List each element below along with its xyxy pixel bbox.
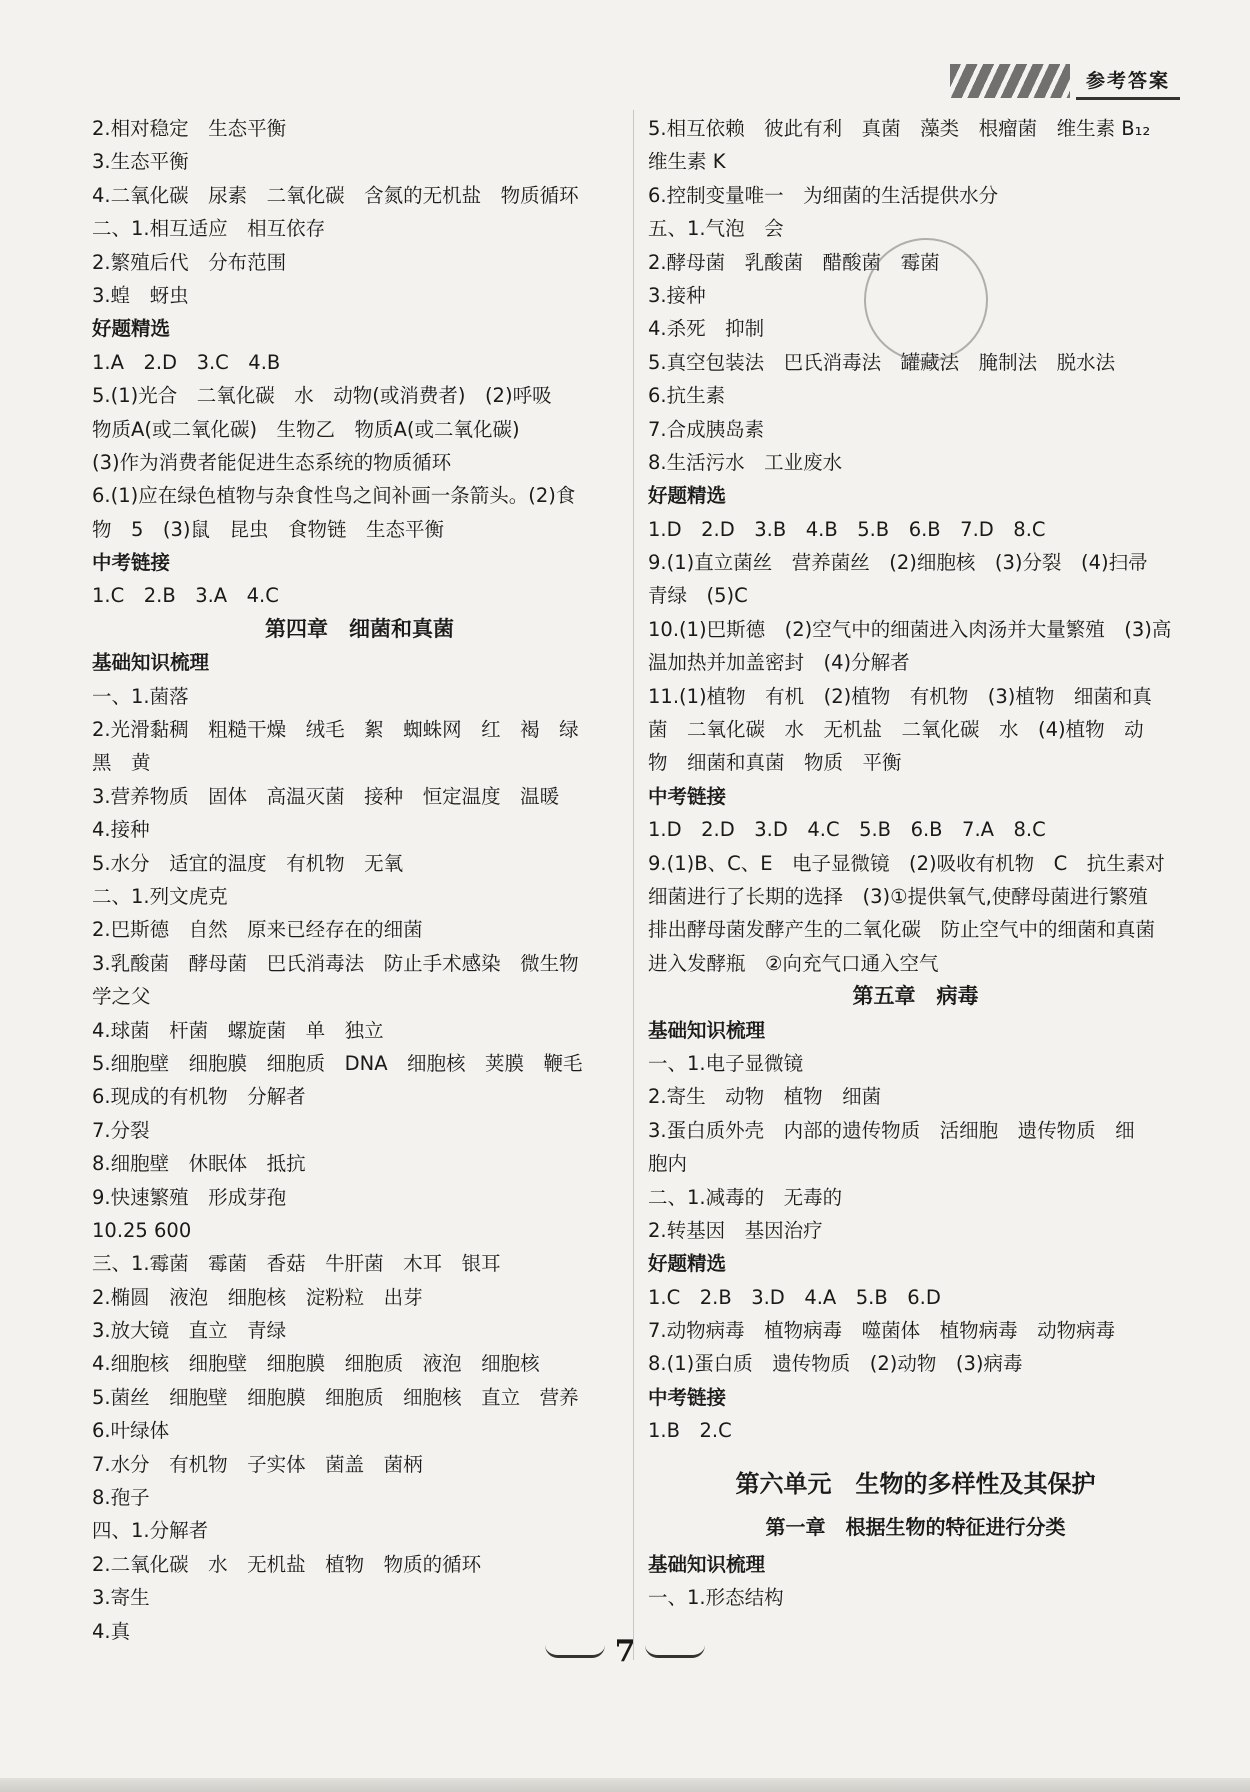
- answer-line: 3.蛋白质外壳 内部的遗传物质 活细胞 遗传物质 细: [648, 1118, 1135, 1142]
- answer-line: 8.生活污水 工业废水: [648, 450, 843, 474]
- answer-line: 二、1.相互适应 相互依存: [92, 217, 326, 241]
- answer-line: 3.寄生: [92, 1586, 150, 1610]
- answer-line: 维生素 K: [648, 150, 726, 174]
- answer-line: 2.转基因 基因治疗: [648, 1218, 823, 1242]
- answer-line: 6.抗生素: [648, 384, 726, 408]
- page-number: 7: [614, 1634, 636, 1669]
- chapter-title: 第四章 细菌和真菌: [265, 616, 454, 641]
- section-heading: 基础知识梳理: [648, 1552, 766, 1576]
- answer-line: 8.细胞壁 休眠体 抵抗: [92, 1152, 306, 1176]
- answer-line: 4.真: [92, 1619, 131, 1643]
- answer-line: 5.相互依赖 彼此有利 真菌 藻类 根瘤菌 维生素 B₁₂: [648, 117, 1151, 140]
- section-heading: 中考链接: [648, 784, 727, 808]
- answer-line: 2.椭圆 液泡 细胞核 淀粉粒 出芽: [92, 1285, 423, 1309]
- answer-line: 物质A(或二氧化碳) 生物乙 物质A(或二氧化碳): [92, 417, 520, 441]
- answer-line: 3.营养物质 固体 高温灭菌 接种 恒定温度 温暖: [92, 784, 560, 808]
- answer-line: 6.(1)应在绿色植物与杂食性鸟之间补画一条箭头。(2)食: [92, 484, 576, 508]
- answer-line: 9.(1)B、C、E 电子显微镜 (2)吸收有机物 C 抗生素对: [648, 851, 1165, 875]
- section-heading: 中考链接: [92, 551, 171, 575]
- section-heading: 好题精选: [92, 317, 171, 341]
- answer-line: 10.(1)巴斯德 (2)空气中的细菌进入肉汤并大量繁殖 (3)高: [648, 617, 1172, 641]
- answer-line: 物 5 (3)鼠 昆虫 食物链 生态平衡: [92, 517, 445, 541]
- answer-line: 6.控制变量唯一 为细菌的生活提供水分: [648, 183, 999, 207]
- answer-line: 4.细胞核 细胞壁 细胞膜 细胞质 液泡 细胞核: [92, 1352, 540, 1376]
- answer-line: 5.水分 适宜的温度 有机物 无氧: [92, 851, 404, 875]
- answer-line: 3.蝗 蚜虫: [92, 283, 189, 307]
- answer-line: 三、1.霉菌 霉菌 香菇 牛肝菌 木耳 银耳: [92, 1252, 501, 1276]
- answer-line: 细菌进行了长期的选择 (3)①提供氧气,使酵母菌进行繁殖: [648, 884, 1148, 908]
- answer-line: 9.快速繁殖 形成芽孢: [92, 1185, 287, 1209]
- answer-line: 二、1.列文虎克: [92, 884, 228, 908]
- answer-line: 一、1.菌落: [92, 684, 189, 708]
- answer-line: 8.(1)蛋白质 遗传物质 (2)动物 (3)病毒: [648, 1352, 1023, 1376]
- answer-line: 2.光滑黏稠 粗糙干燥 绒毛 絮 蜘蛛网 红 褐 绿: [92, 718, 579, 742]
- answer-line: 2.相对稳定 生态平衡: [92, 117, 287, 140]
- answer-line: 一、1.电子显微镜: [648, 1051, 804, 1075]
- answer-line: 4.二氧化碳 尿素 二氧化碳 含氮的无机盐 物质循环: [92, 183, 579, 207]
- section-heading: 好题精选: [648, 484, 727, 508]
- answer-line: 进入发酵瓶 ②向充气口通入空气: [648, 951, 939, 975]
- header-label: 参考答案: [1076, 62, 1180, 100]
- answer-line: 五、1.气泡 会: [648, 217, 784, 241]
- answer-line: 胞内: [648, 1152, 688, 1176]
- answer-line: 2.酵母菌 乳酸菌 醋酸菌 霉菌: [648, 250, 940, 274]
- answer-line: 2.繁殖后代 分布范围: [92, 250, 287, 274]
- unit-title: 第一章 根据生物的特征进行分类: [765, 1514, 1066, 1539]
- answer-line: 物 细菌和真菌 物质 平衡: [648, 751, 902, 775]
- answer-line: 7.动物病毒 植物病毒 噬菌体 植物病毒 动物病毒: [648, 1319, 1116, 1343]
- answer-line: 9.(1)直立菌丝 营养菌丝 (2)细胞核 (3)分裂 (4)扫帚: [648, 551, 1148, 575]
- header-decoration: [950, 64, 1070, 98]
- footer-decoration: [545, 1645, 605, 1658]
- answer-line: 二、1.减毒的 无毒的: [648, 1185, 843, 1209]
- answer-line: 7.水分 有机物 子实体 菌盖 菌柄: [92, 1452, 423, 1476]
- page-header: [950, 62, 1180, 100]
- page-edge: [0, 1778, 1250, 1792]
- answer-line: 2.二氧化碳 水 无机盐 植物 物质的循环: [92, 1552, 482, 1576]
- section-heading: 好题精选: [648, 1252, 727, 1276]
- left-column: [92, 112, 627, 1648]
- answer-line: 菌 二氧化碳 水 无机盐 二氧化碳 水 (4)植物 动: [648, 718, 1144, 742]
- answer-line: 3.接种: [648, 283, 706, 307]
- answer-line: 2.寄生 动物 植物 细菌: [648, 1085, 882, 1109]
- page-footer: [0, 1634, 1250, 1669]
- section-heading: 基础知识梳理: [648, 1018, 766, 1042]
- chapter-title: 第五章 病毒: [852, 984, 979, 1009]
- answer-line: 2.巴斯德 自然 原来已经存在的细菌: [92, 918, 423, 942]
- answer-line: 1.D 2.D 3.D 4.C 5.B 6.B 7.A 8.C: [648, 818, 1046, 842]
- answer-line: 一、1.形态结构: [648, 1586, 784, 1610]
- answer-line: 1.B 2.C: [648, 1419, 732, 1443]
- answer-line: 4.杀死 抑制: [648, 317, 765, 341]
- answer-line: 温加热并加盖密封 (4)分解者: [648, 651, 910, 675]
- footer-decoration: [645, 1645, 705, 1658]
- answer-line: 5.菌丝 细胞壁 细胞膜 细胞质 细胞核 直立 营养: [92, 1385, 579, 1409]
- answer-line: 青绿 (5)C: [648, 584, 748, 608]
- answer-line: 5.真空包装法 巴氏消毒法 罐藏法 腌制法 脱水法: [648, 350, 1116, 374]
- column-divider: [633, 110, 634, 1660]
- answer-line: 11.(1)植物 有机 (2)植物 有机物 (3)植物 细菌和真: [648, 684, 1152, 708]
- answer-line: 排出酵母菌发酵产生的二氧化碳 防止空气中的细菌和真菌: [648, 918, 1156, 942]
- answer-line: 6.现成的有机物 分解者: [92, 1085, 306, 1109]
- answer-line: 3.放大镜 直立 青绿: [92, 1319, 287, 1343]
- answer-line: 1.A 2.D 3.C 4.B: [92, 350, 281, 374]
- answer-line: 7.分裂: [92, 1118, 150, 1142]
- answer-line: 3.乳酸菌 酵母菌 巴氏消毒法 防止手术感染 微生物: [92, 951, 579, 975]
- answer-line: 4.接种: [92, 818, 150, 842]
- answer-line: (3)作为消费者能促进生态系统的物质循环: [92, 450, 452, 474]
- unit-title: 第六单元 生物的多样性及其保护: [735, 1469, 1096, 1498]
- section-heading: 中考链接: [648, 1385, 727, 1409]
- answer-line: 黑 黄: [92, 751, 151, 775]
- answer-line: 学之父: [92, 985, 151, 1009]
- answer-line: 5.细胞壁 细胞膜 细胞质 DNA 细胞核 荚膜 鞭毛: [92, 1051, 583, 1075]
- answer-line: 8.孢子: [92, 1486, 150, 1510]
- answer-line: 7.合成胰岛素: [648, 417, 765, 441]
- answer-line: 10.25 600: [92, 1218, 192, 1242]
- answer-line: 6.叶绿体: [92, 1419, 170, 1443]
- answer-line: 1.D 2.D 3.B 4.B 5.B 6.B 7.D 8.C: [648, 517, 1046, 541]
- answer-line: 3.生态平衡: [92, 150, 189, 174]
- answer-line: 四、1.分解者: [92, 1519, 209, 1543]
- answer-line: 5.(1)光合 二氧化碳 水 动物(或消费者) (2)呼吸: [92, 384, 552, 408]
- section-heading: 基础知识梳理: [92, 651, 210, 675]
- answer-line: 1.C 2.B 3.A 4.C: [92, 584, 279, 608]
- answer-line: 4.球菌 杆菌 螺旋菌 单 独立: [92, 1018, 384, 1042]
- answer-line: 1.C 2.B 3.D 4.A 5.B 6.D: [648, 1285, 941, 1309]
